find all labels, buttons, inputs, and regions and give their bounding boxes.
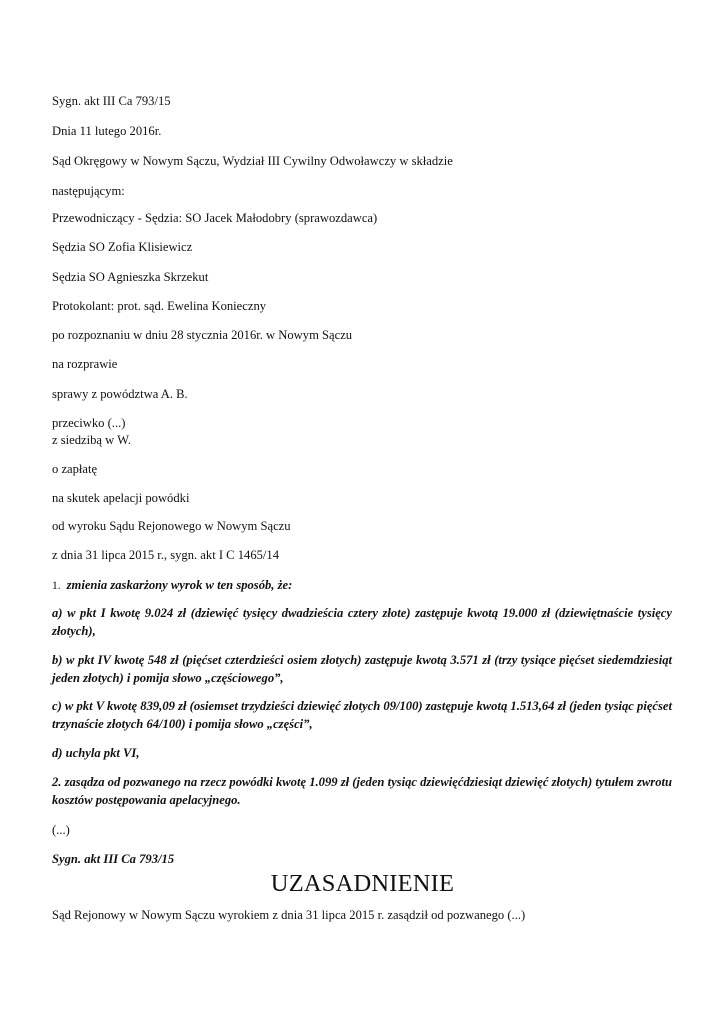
- case-signature: Sygn. akt III Ca 793/15: [52, 94, 171, 108]
- justification-first-line: Sąd Rejonowy w Nowym Sączu wyrokiem z dnia 31 lipca 2015 r. zasądził od pozwanego (...): [52, 908, 526, 922]
- ruling-point-a: a) w pkt I kwotę 9.024 zł (dziewięć tysięcy dwadzieścia cztery złote) zastępuje kwotą 19.000 zł (dziewiętnaście tysięcy złotych),: [52, 606, 672, 638]
- case-parties: sprawy z powództwa A. B.: [52, 387, 188, 401]
- ruling-point-d: d) uchyla pkt VI,: [52, 746, 140, 760]
- defendant-seat: z siedzibą w W.: [52, 433, 132, 447]
- court-composition-continuation: następującym:: [52, 184, 125, 198]
- ruling-item-1-number: 1.: [52, 580, 61, 592]
- judgment-date: Dnia 11 lutego 2016r.: [52, 124, 162, 138]
- case-subject: o zapłatę: [52, 462, 98, 476]
- lower-court-judgment: od wyroku Sądu Rejonowego w Nowym Sączu: [52, 519, 291, 533]
- lower-court-judgment-date: z dnia 31 lipca 2015 r., sygn. akt I C 1465/14: [52, 548, 280, 562]
- ellipsis: (...): [52, 823, 70, 837]
- presiding-judge: Przewodniczący - Sędzia: SO Jacek Małodobry (sprawozdawca): [52, 211, 378, 225]
- court-composition-line: Sąd Okręgowy w Nowym Sączu, Wydział III Cywilny Odwoławczy w składzie: [52, 154, 453, 168]
- appeal-info: na skutek apelacji powódki: [52, 491, 190, 505]
- ruling-item-1-text: zmienia zaskarżony wyrok w ten sposób, że:: [66, 578, 293, 592]
- session-type: na rozprawie: [52, 357, 118, 371]
- judge-1: Sędzia SO Zofia Klisiewicz: [52, 240, 193, 254]
- court-clerk: Protokolant: prot. sąd. Ewelina Konieczny: [52, 299, 267, 313]
- justification-title: UZASADNIENIE: [270, 870, 455, 897]
- justification-signature: Sygn. akt III Ca 793/15: [52, 852, 175, 866]
- ruling-point-c: c) w pkt V kwotę 839,09 zł (osiemset trzydzieści dziewięć złotych 09/100) zastępuje kwotą 1.513,64 zł (jeden tysiąc pięćset trzynaście złotych 64/100) i pomija słowo „części”,: [52, 699, 672, 731]
- ruling-item-2: 2. zasądza od pozwanego na rzecz powódki kwotę 1.099 zł (jeden tysiąc dziewięćdziesiąt dziewięć złotych) tytułem zwrotu kosztów postępowania apelacyjnego.: [52, 775, 672, 807]
- defendant: przeciwko (...): [52, 416, 126, 430]
- hearing-info: po rozpoznaniu w dniu 28 stycznia 2016r. w Nowym Sączu: [52, 328, 353, 342]
- ruling-item-1: [52, 576, 292, 595]
- judge-2: Sędzia SO Agnieszka Skrzekut: [52, 270, 209, 284]
- ruling-point-b: b) w pkt IV kwotę 548 zł (pięćset czterdzieści osiem złotych) zastępuje kwotą 3.571 zł (trzy tysiące pięćset siedemdziesiąt jeden złotych) i pomija słowo „częściowego”,: [52, 653, 672, 685]
